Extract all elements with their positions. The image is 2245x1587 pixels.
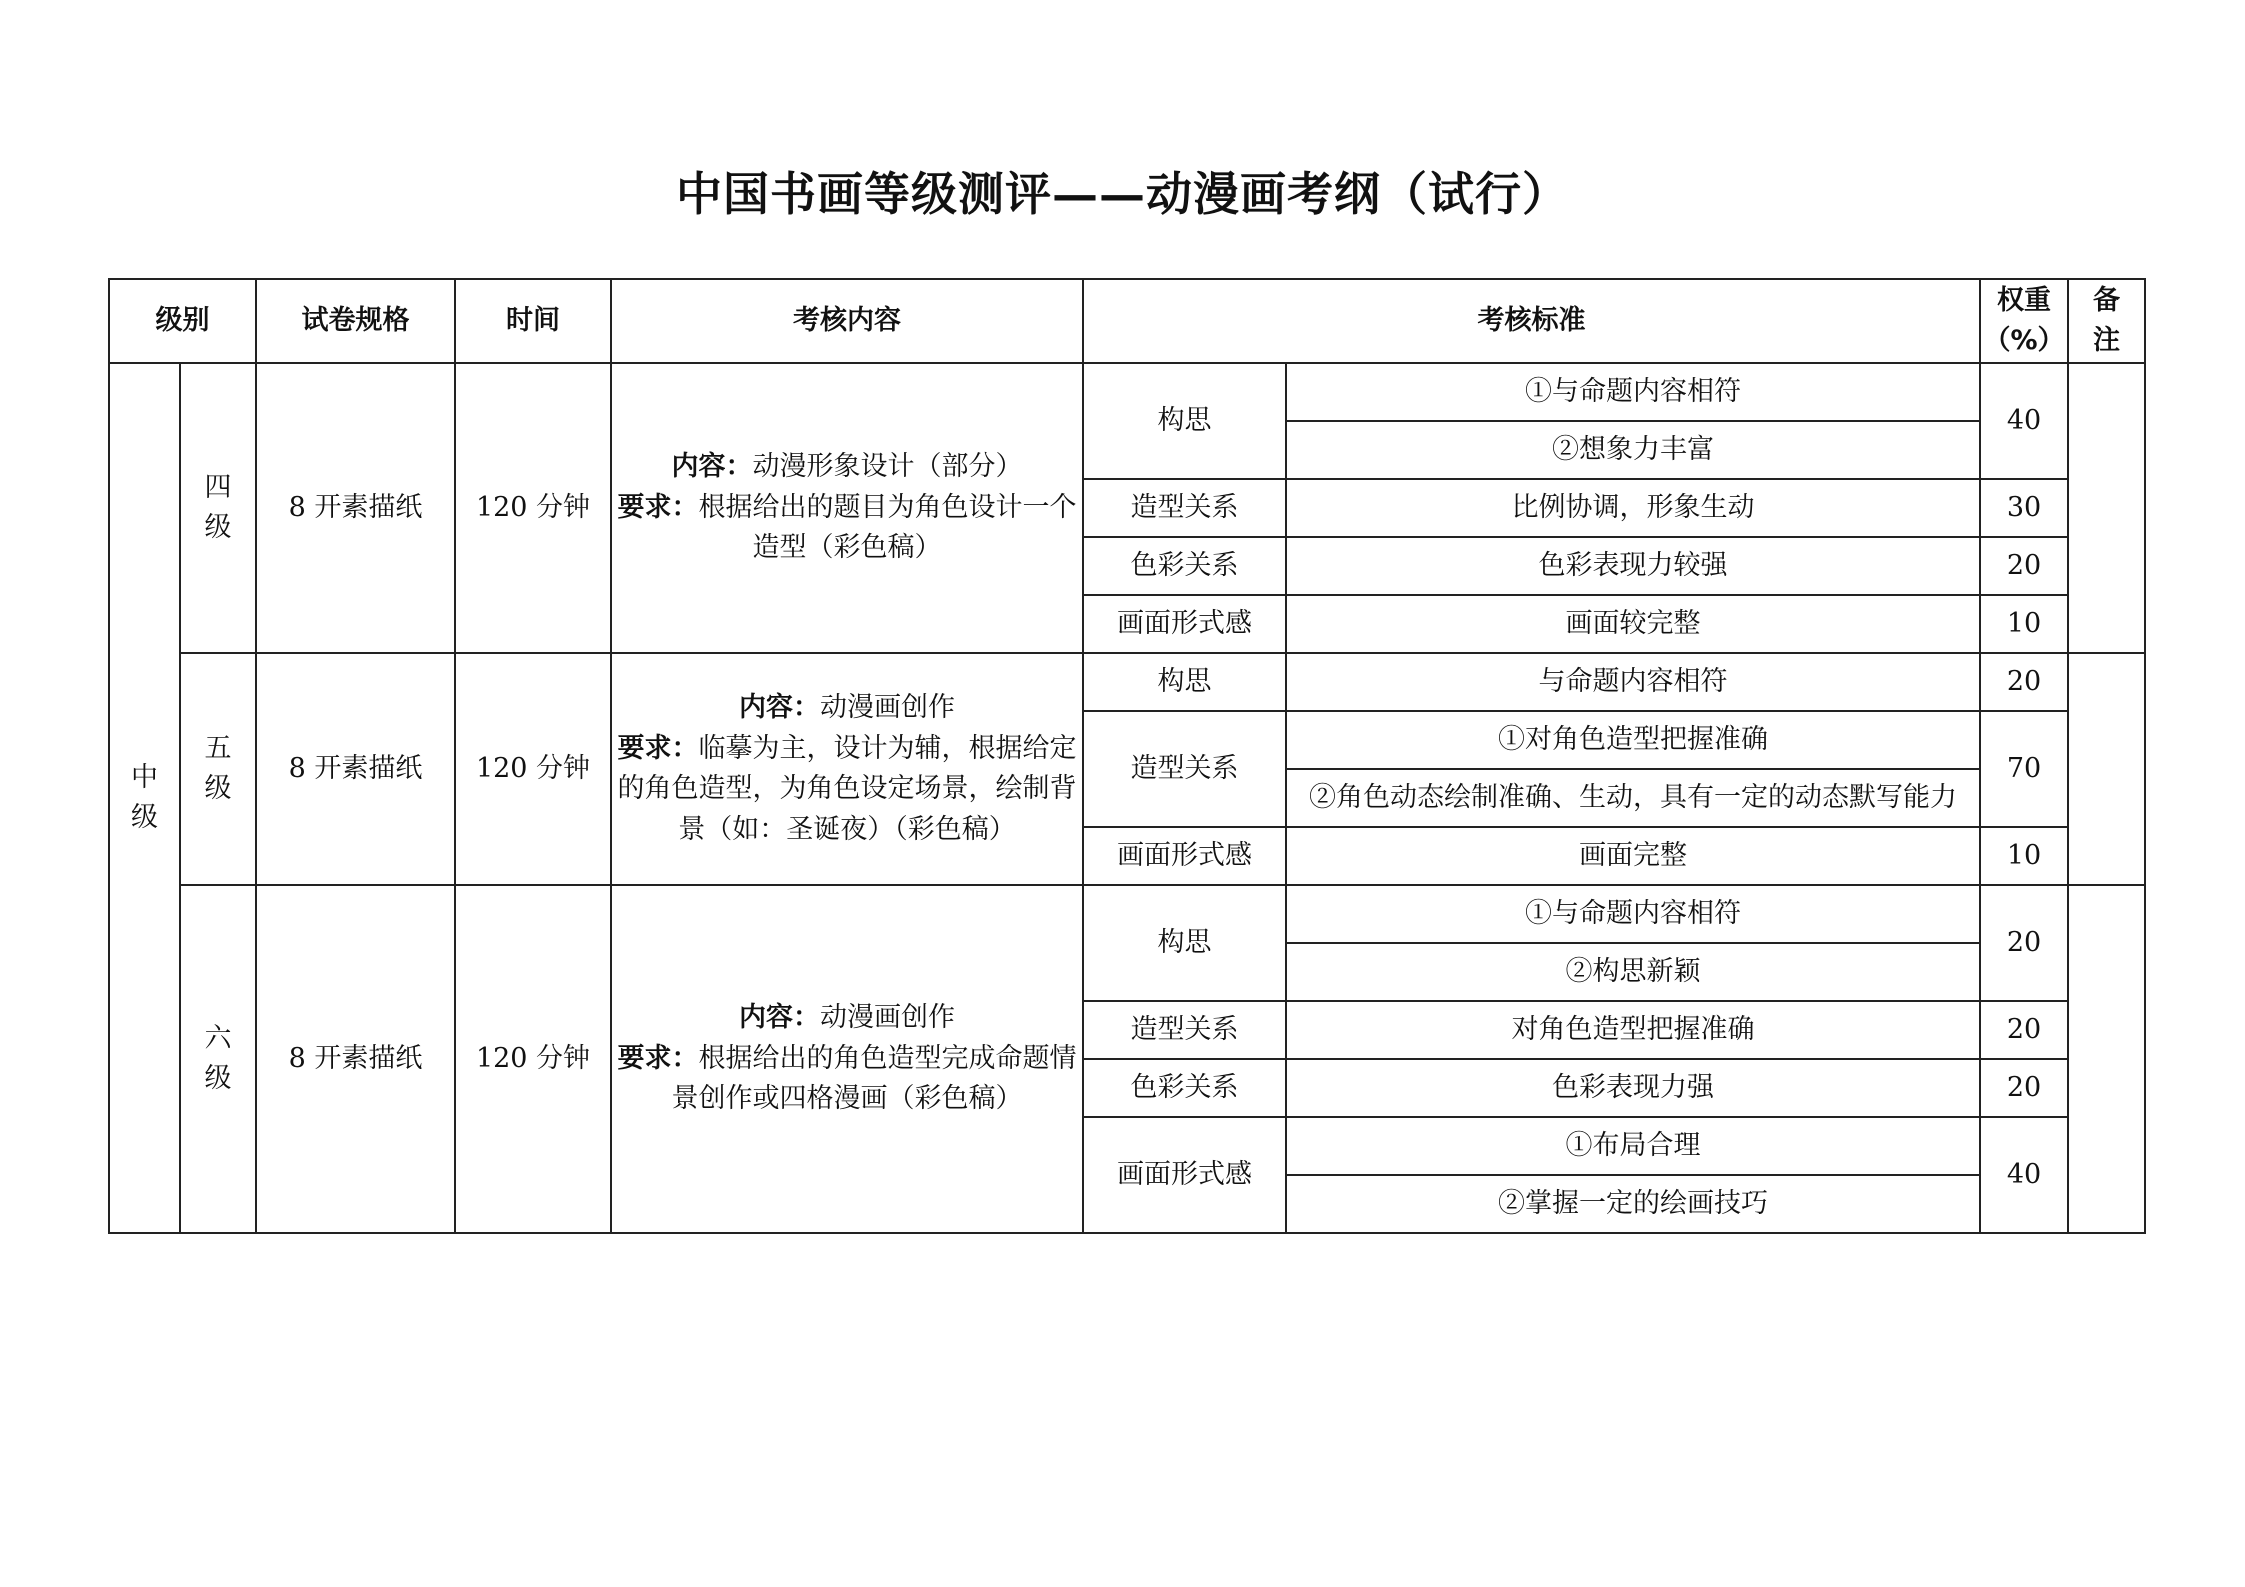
content-label: 内容： bbox=[739, 1002, 820, 1034]
criteria-item: 画面较完整 bbox=[1286, 595, 1980, 653]
weight-cell: 70 bbox=[1980, 711, 2068, 827]
header-weight-line1: 权重 bbox=[1997, 284, 2051, 316]
table-row bbox=[109, 653, 2145, 711]
content-label: 内容： bbox=[739, 692, 820, 723]
criteria-category: 造型关系 bbox=[1083, 1001, 1286, 1059]
require-label: 要求： bbox=[617, 732, 699, 764]
weight-cell: 20 bbox=[1980, 885, 2068, 1001]
header-paper: 试卷规格 bbox=[256, 279, 455, 363]
weight-cell: 40 bbox=[1980, 1117, 2068, 1233]
criteria-item: 色彩表现力较强 bbox=[1286, 537, 1980, 595]
content-text: 动漫画创作 bbox=[820, 692, 955, 723]
content-cell bbox=[611, 885, 1083, 1233]
note-cell bbox=[2068, 363, 2145, 653]
paper-cell: 8 开素描纸 bbox=[256, 363, 455, 653]
major-level-char: 级 bbox=[131, 802, 158, 833]
weight-cell: 10 bbox=[1980, 595, 2068, 653]
content-cell bbox=[611, 363, 1083, 653]
criteria-item: 对角色造型把握准确 bbox=[1286, 1001, 1980, 1059]
paper-cell: 8 开素描纸 bbox=[256, 653, 455, 885]
level-char: 级 bbox=[204, 773, 232, 804]
page-title: 中国书画等级测评——动漫画考纲（试行） bbox=[676, 167, 1569, 221]
content-line bbox=[612, 447, 1082, 488]
header-weight-line2: （%） bbox=[1983, 325, 2065, 356]
weight-cell: 20 bbox=[1980, 537, 2068, 595]
require-text: 临摹为主，设计为辅，根据给定的角色造型，为角色设定场景，绘制背景（如：圣诞夜）（彩色稿） bbox=[617, 732, 1077, 845]
require-label: 要求： bbox=[617, 491, 699, 523]
weight-cell: 40 bbox=[1980, 363, 2068, 479]
criteria-category: 画面形式感 bbox=[1083, 827, 1286, 885]
criteria-category: 构思 bbox=[1083, 653, 1286, 711]
require-line bbox=[612, 488, 1082, 569]
content-label: 内容： bbox=[671, 451, 753, 483]
header-note-line2: 注 bbox=[2093, 325, 2120, 356]
criteria-category: 构思 bbox=[1083, 363, 1286, 479]
criteria-category: 画面形式感 bbox=[1083, 1117, 1286, 1233]
weight-cell: 20 bbox=[1980, 653, 2068, 711]
weight-cell: 10 bbox=[1980, 827, 2068, 885]
content-text: 动漫形象设计（部分） bbox=[752, 451, 1023, 483]
header-weight bbox=[1980, 279, 2068, 363]
level-char: 级 bbox=[204, 512, 232, 543]
criteria-item: ②掌握一定的绘画技巧 bbox=[1286, 1175, 1980, 1233]
criteria-item: ②角色动态绘制准确、生动，具有一定的动态默写能力 bbox=[1286, 769, 1980, 827]
criteria-item: ②想象力丰富 bbox=[1286, 421, 1980, 479]
header-content: 考核内容 bbox=[611, 279, 1083, 363]
criteria-item: ①与命题内容相符 bbox=[1286, 885, 1980, 943]
level-cell bbox=[180, 363, 256, 653]
require-label: 要求： bbox=[617, 1042, 699, 1074]
time-cell: 120 分钟 bbox=[455, 363, 611, 653]
paper-cell: 8 开素描纸 bbox=[256, 885, 455, 1233]
table-row bbox=[109, 363, 2145, 421]
header-note bbox=[2068, 279, 2145, 363]
level-char: 六 bbox=[204, 1022, 232, 1054]
criteria-item: 比例协调，形象生动 bbox=[1286, 479, 1980, 537]
require-line bbox=[612, 729, 1082, 851]
criteria-item: 与命题内容相符 bbox=[1286, 653, 1980, 711]
header-note-line1: 备 bbox=[2093, 284, 2120, 316]
require-line bbox=[612, 1039, 1082, 1120]
header-level: 级别 bbox=[109, 279, 256, 363]
note-cell bbox=[2068, 653, 2145, 885]
header-time: 时间 bbox=[455, 279, 611, 363]
level-cell bbox=[180, 653, 256, 885]
header-row bbox=[109, 279, 2145, 363]
level-cell bbox=[180, 885, 256, 1233]
level-char: 五 bbox=[204, 732, 232, 764]
note-cell bbox=[2068, 885, 2145, 1233]
criteria-category: 造型关系 bbox=[1083, 479, 1286, 537]
level-char: 四 bbox=[204, 471, 232, 503]
criteria-item: ①布局合理 bbox=[1286, 1117, 1980, 1175]
content-line bbox=[612, 688, 1082, 729]
exam-syllabus-table bbox=[108, 278, 2146, 1234]
criteria-item: 画面完整 bbox=[1286, 827, 1980, 885]
content-cell bbox=[611, 653, 1083, 885]
require-text: 根据给出的题目为角色设计一个造型（彩色稿） bbox=[698, 491, 1077, 564]
time-cell: 120 分钟 bbox=[455, 653, 611, 885]
weight-cell: 20 bbox=[1980, 1001, 2068, 1059]
criteria-category: 色彩关系 bbox=[1083, 1059, 1286, 1117]
weight-cell: 20 bbox=[1980, 1059, 2068, 1117]
criteria-item: ①与命题内容相符 bbox=[1286, 363, 1980, 421]
header-standard: 考核标准 bbox=[1083, 279, 1980, 363]
weight-cell: 30 bbox=[1980, 479, 2068, 537]
criteria-category: 色彩关系 bbox=[1083, 537, 1286, 595]
require-text: 根据给出的角色造型完成命题情景创作或四格漫画（彩色稿） bbox=[671, 1042, 1077, 1115]
time-cell: 120 分钟 bbox=[455, 885, 611, 1233]
table-row bbox=[109, 885, 2145, 943]
criteria-category: 画面形式感 bbox=[1083, 595, 1286, 653]
level-char: 级 bbox=[204, 1063, 232, 1094]
major-level-char: 中 bbox=[131, 761, 158, 793]
criteria-item: 色彩表现力强 bbox=[1286, 1059, 1980, 1117]
criteria-item: ①对角色造型把握准确 bbox=[1286, 711, 1980, 769]
criteria-category: 构思 bbox=[1083, 885, 1286, 1001]
content-line bbox=[612, 998, 1082, 1039]
content-text: 动漫画创作 bbox=[820, 1002, 955, 1034]
major-level-cell bbox=[109, 363, 180, 1233]
criteria-category: 造型关系 bbox=[1083, 711, 1286, 827]
criteria-item: ②构思新颖 bbox=[1286, 943, 1980, 1001]
